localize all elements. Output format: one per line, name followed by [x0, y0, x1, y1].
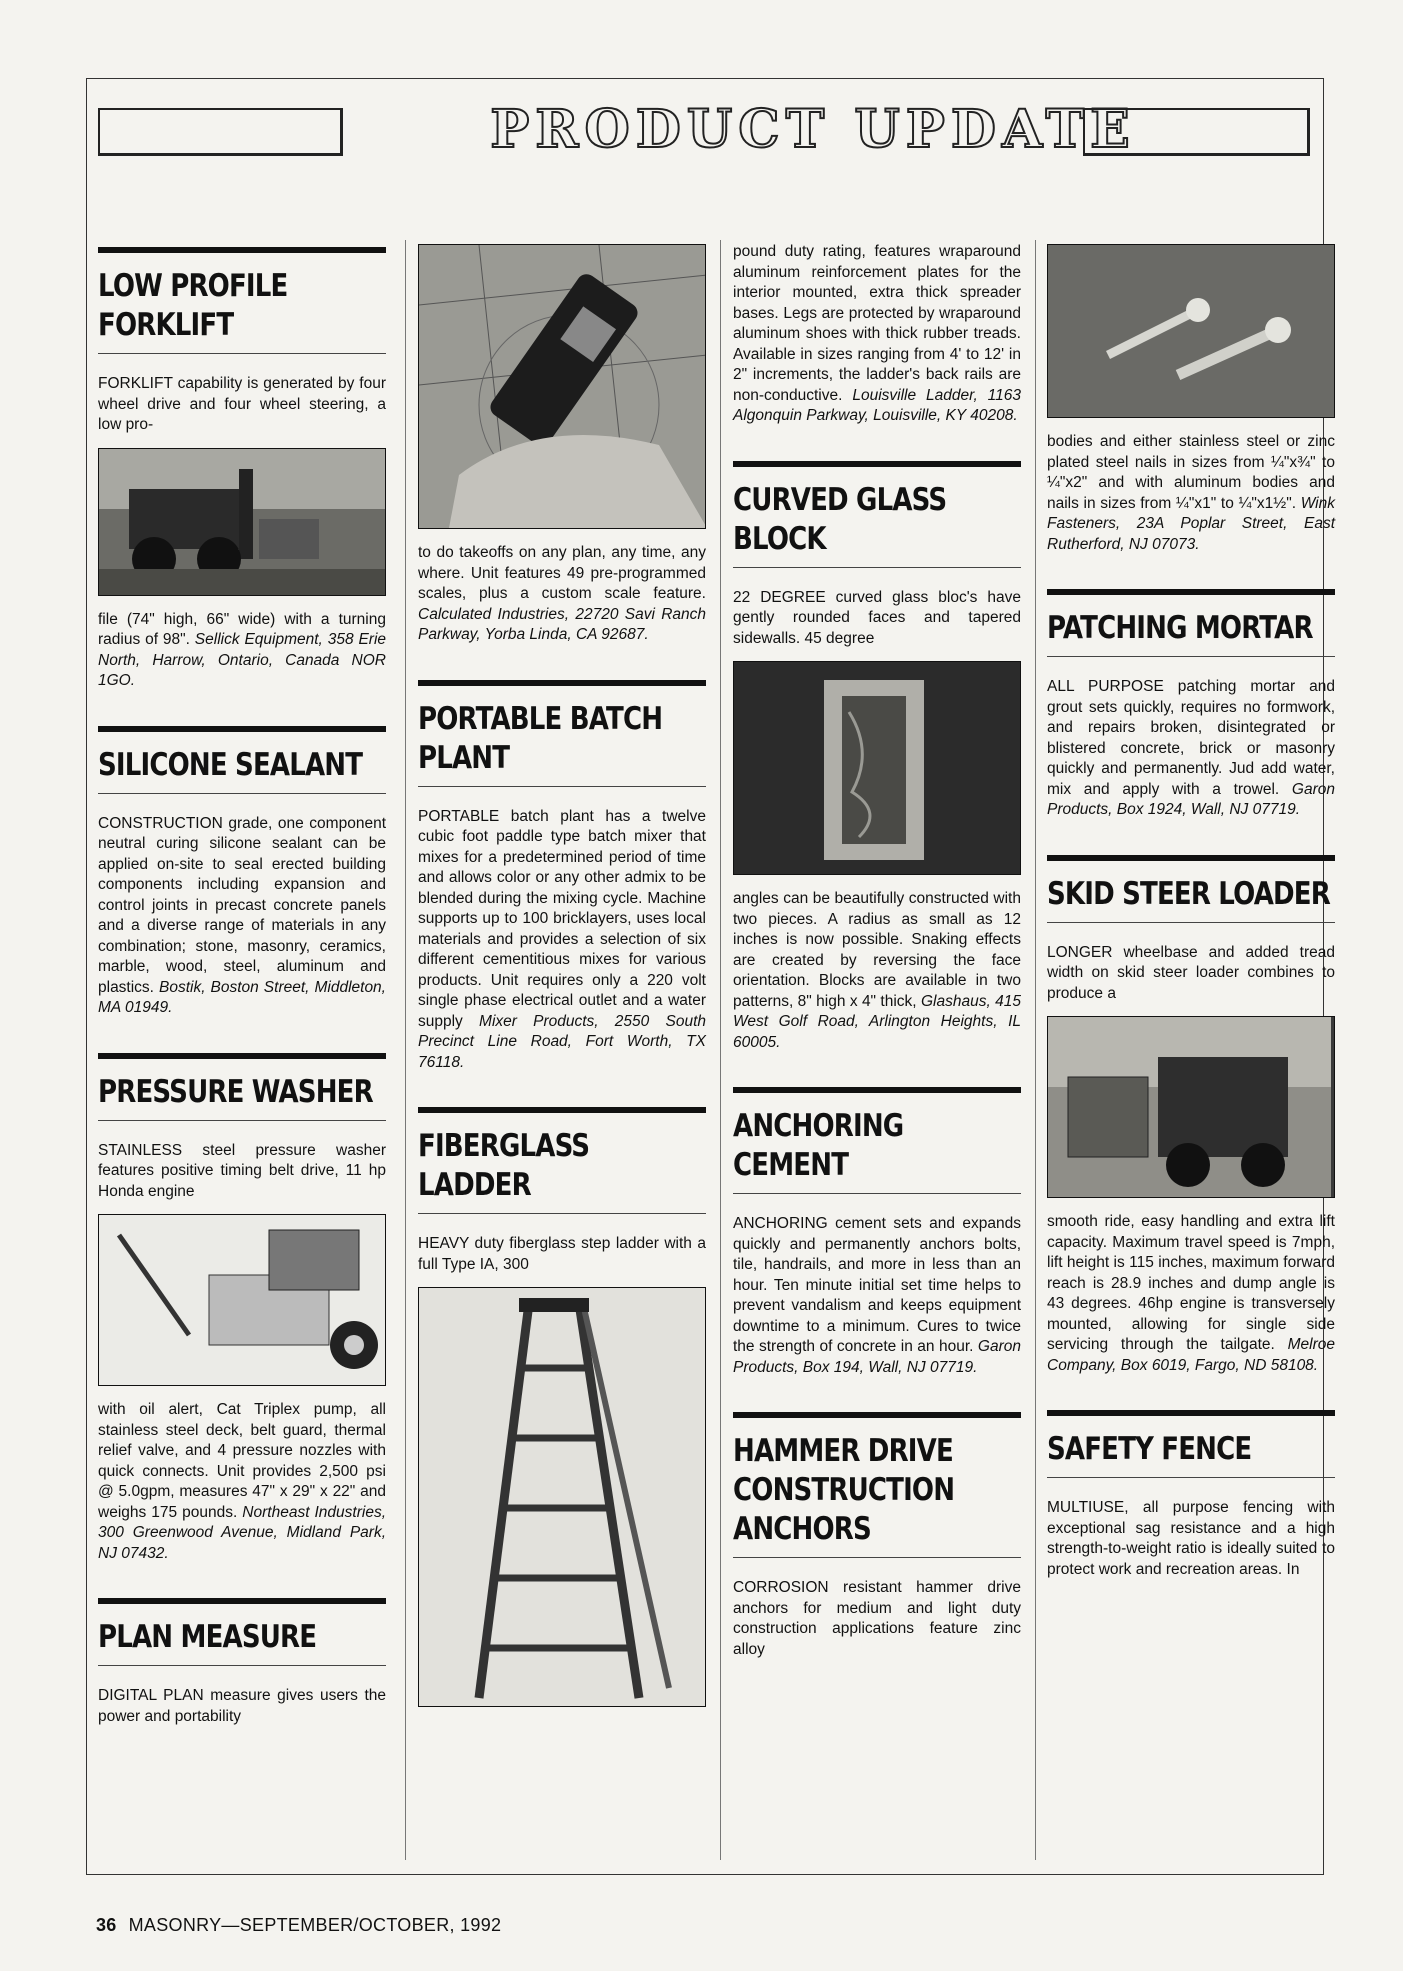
article-heading: CURVED GLASS BLOCK: [733, 481, 947, 557]
anchors-photo: [1047, 244, 1335, 418]
page-title: PRODUCT UPDATE: [490, 99, 1136, 160]
article-sealant: [98, 726, 386, 1019]
article-ladder: [418, 1107, 706, 1707]
article-heading: HAMMER DRIVE CONSTRUCTION ANCHORS: [733, 1433, 955, 1547]
article-text: LONGER wheelbase and added tread width on skid steer loader combines to produce a: [1047, 943, 1335, 1002]
article-text: STAINLESS steel pressure washer features positive timing belt drive, 11 hp Honda engine: [98, 1141, 386, 1200]
article-text: CONSTRUCTION grade, one component neutral curing silicone sealant can be applied on-site to seal erected building components including expansion and control joints in precast concrete panels and a diverse range of materials in any combination; stone, masonry, ceramics, marble, wood, steel, aluminum and plastics.: [98, 814, 386, 996]
publication-name: MASONRY—SEPTEMBER/OCTOBER, 1992: [128, 1915, 502, 1935]
article-text: ANCHORING cement sets and expands quickly and permanently anchors bolts, tile, handrails, and more in less than an hour. Ten minute initial set time helps to prevent vandalism and keeps equipment downtime to a minimum. Cures to twice the strength of concrete in an hour.: [733, 1215, 1021, 1355]
header: [98, 98, 1324, 162]
skid-steer-photo: [1047, 1016, 1335, 1198]
article-heading: PRESSURE WASHER: [98, 1073, 373, 1110]
article-text: pound duty rating, features wraparound aluminum reinforcement plates for the interior mounted, extra thick spreader bases. Legs are protected by wraparound aluminum shoes with thick rubber treads. Available in sizes ranging from 4' to 12' in 2" increments, the ladder's back rails are non-conductive.: [733, 243, 1021, 404]
title-bar-right: [1083, 108, 1310, 156]
article-heading: LOW PROFILE FORKLIFT: [98, 268, 288, 343]
article-heading: ANCHORING CEMENT: [733, 1108, 904, 1183]
article-text: smooth ride, easy handling and extra lift capacity. Maximum travel speed is 7mph, lift height is 115 inches, maximum forward reach is 28.9 inches and dump angle is 43 degrees. 46hp engine is transversely mounted, allowing for single side servicing through the tailgate.: [1047, 1213, 1335, 1353]
article-heading: FIBERGLASS LADDER: [418, 1128, 590, 1203]
article-heading: PORTABLE BATCH PLANT: [418, 700, 663, 776]
article-text: file (74" high, 66" wide) with a turning radius of 98".: [98, 610, 386, 648]
column-2: [418, 244, 706, 1741]
article-washer: [98, 1053, 386, 1565]
article-batch-plant: [418, 680, 706, 1074]
column-3: [733, 242, 1021, 1694]
article-heading: SAFETY FENCE: [1047, 1431, 1252, 1467]
article-text: angles can be beautifully constructed with two pieces. A radius as small as 12 inches is now possible. Snaking effects are created by reversing the face orientation. Blocks are available in two patterns, 8" high x 4" thick,: [733, 890, 1021, 1010]
article-source: Garon Products, Box 1924, Wall, NJ 07719.: [1047, 780, 1336, 818]
article-source: Mixer Products, 2550 South Precinct Line Road, Fort Worth, TX 76118.: [418, 1012, 706, 1071]
article-source: Bostik, Boston Street, Middleton, MA 01949.: [98, 978, 386, 1016]
column-4: [1047, 244, 1335, 1614]
article-safety-fence: [1047, 1410, 1335, 1580]
plan-measure-photo: [418, 244, 706, 529]
page-footer: [96, 1915, 501, 1936]
article-text: CORROSION resistant hammer drive anchors for medium and light duty construction applications feature zinc alloy: [733, 1579, 1021, 1658]
article-source: Sellick Equipment, 358 Erie North, Harrow, Ontario, Canada NOR 1GO.: [98, 631, 387, 689]
article-source: Louisville Ladder, 1163 Algonquin Parkway, Louisville, KY 40208.: [733, 386, 1021, 424]
article-plan-measure: [98, 1598, 386, 1727]
article-text: FORKLIFT capability is generated by four wheel drive and four wheel steering, a low pro-: [98, 375, 386, 433]
article-source: Calculated Industries, 22720 Savi Ranch Parkway, Yorba Linda, CA 92687.: [418, 605, 706, 643]
glass-block-photo: [733, 661, 1021, 875]
article-skid-steer: [1047, 855, 1335, 1377]
article-text: DIGITAL PLAN measure gives users the power and portability: [98, 1687, 386, 1725]
article-text: ALL PURPOSE patching mortar and grout sets quickly, requires no formwork, and repairs broken, disintegrated or blistered concrete, brick or masonry quickly and permanently. Jud add water, mix and apply with a trowel.: [1047, 678, 1335, 798]
article-hammer-anchors: [733, 1412, 1021, 1660]
ladder-photo: [418, 1287, 706, 1707]
column-divider: [405, 240, 406, 1860]
article-forklift: [98, 247, 386, 692]
page-number: 36: [96, 1915, 117, 1935]
article-text: with oil alert, Cat Triplex pump, all stainless steel deck, belt guard, thermal relief valve, and 4 pressure nozzles with quick connects. Unit provides 2,500 psi @ 5.0gpm, measures 47" x 29" x 22" and weighs 175 pounds.: [98, 1401, 386, 1521]
article-patching-mortar: [1047, 589, 1335, 821]
column-1: [98, 247, 386, 1761]
article-text: 22 DEGREE curved glass bloc's have gently rounded faces and tapered sidewalls. 45 degree: [733, 588, 1021, 647]
article-heading: SILICONE SEALANT: [98, 746, 363, 783]
article-heading: PLAN MEASURE: [98, 1619, 317, 1655]
article-source: Northeast Industries, 300 Greenwood Avenue, Midland Park, NJ 07432.: [98, 1503, 387, 1562]
article-glass-block: [733, 461, 1021, 1054]
article-heading: PATCHING MORTAR: [1047, 610, 1313, 646]
article-source: Garon Products, Box 194, Wall, NJ 07719.: [733, 1338, 1022, 1376]
article-source: Glashaus, 415 West Golf Road, Arlington Heights, IL 60005.: [733, 992, 1021, 1051]
article-text: to do takeoffs on any plan, any time, any where. Unit features 49 pre-programmed scales, plus a custom scale feature.: [418, 544, 706, 602]
article-source: Wink Fasteners, 23A Poplar Street, East Rutherford, NJ 07073.: [1047, 494, 1335, 553]
article-text: MULTIUSE, all purpose fencing with exceptional sag resistance and a high strength-to-weight ratio is ideally suited to protect work and recreation areas. In: [1047, 1499, 1335, 1578]
pressure-washer-photo: [98, 1214, 386, 1386]
article-anchoring-cement: [733, 1087, 1021, 1378]
article-source: Melroe Company, Box 6019, Fargo, ND 58108.: [1047, 1336, 1335, 1374]
column-divider: [1035, 240, 1036, 1860]
title-bar-left: [98, 108, 343, 156]
article-text: HEAVY duty fiberglass step ladder with a full Type IA, 300: [418, 1235, 706, 1273]
column-divider: [720, 240, 721, 1860]
article-text: PORTABLE batch plant has a twelve cubic foot paddle type batch mixer that mixes for a predetermined period of time and allows color or any other admix to be blended during the mixing cycle. Machine supports up to 100 bricklayers, uses local materials and provides a selection of six different cementitious mixes for various products. Unit requires only a 220 volt single phase electrical outlet and a water supply: [418, 807, 706, 1030]
article-text: bodies and either stainless steel or zinc plated steel nails in sizes from ¼"x¾" to ¼"x2" and with aluminum bodies and nails in sizes from ¼"x1" to ¼"x1½".: [1047, 433, 1335, 512]
article-heading: SKID STEER LOADER: [1047, 875, 1330, 912]
forklift-photo: [98, 448, 386, 596]
